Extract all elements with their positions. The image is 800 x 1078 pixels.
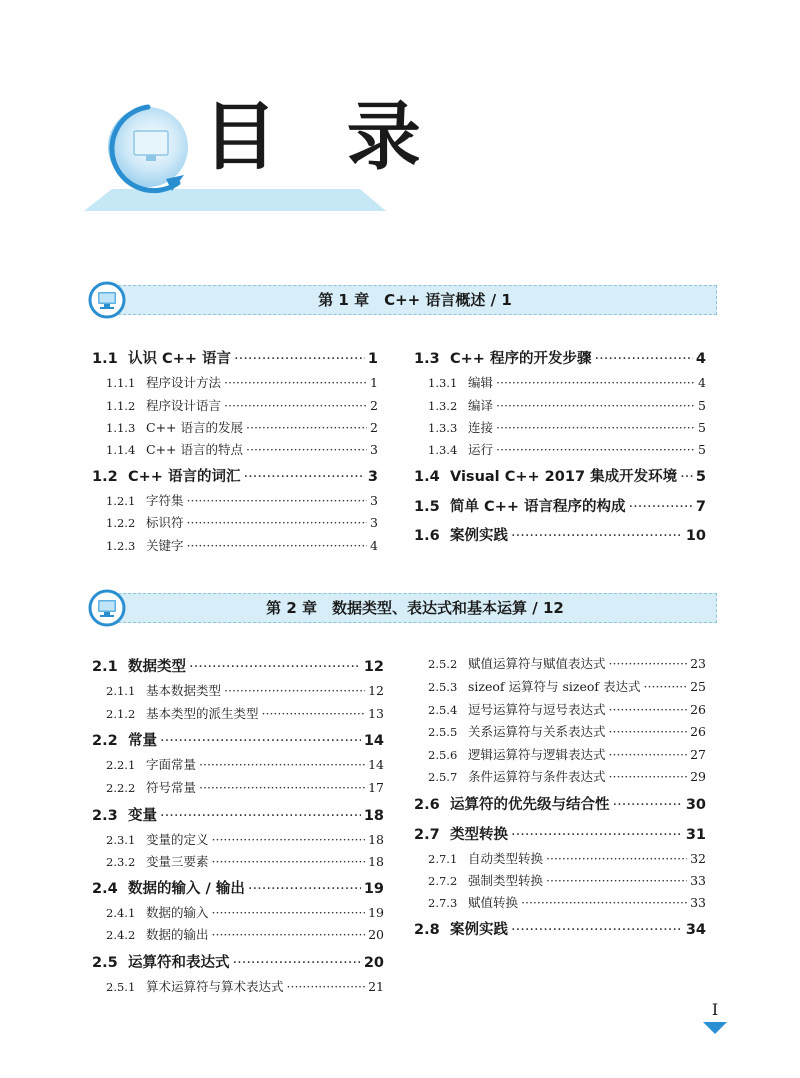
toc-subsection[interactable]: 2.1.2 基本类型的派生类型 ····· 13 bbox=[92, 704, 384, 722]
toc-subsection[interactable]: 1.3.4 运行 ····· 5 bbox=[414, 440, 706, 458]
toc-section[interactable]: 2.1 数据类型 ····· 12 bbox=[92, 655, 384, 676]
toc-subsection[interactable]: 2.5.2 赋值运算符与赋值表达式 ····· 23 bbox=[414, 654, 706, 672]
toc-section[interactable]: 2.5 运算符和表达式 ····· 20 bbox=[92, 951, 384, 972]
toc-subsection[interactable]: 2.7.3 赋值转换 ····· 33 bbox=[414, 893, 706, 911]
page-number: I bbox=[711, 1000, 719, 1019]
toc-section[interactable]: 1.1 认识 C++ 语言 ····· 1 bbox=[92, 347, 378, 368]
toc-subsection[interactable]: 2.2.2 符号常量 ····· 17 bbox=[92, 778, 384, 796]
toc-column-ch1-right bbox=[414, 340, 706, 560]
toc-subsection[interactable]: 2.2.1 字面常量 ····· 14 bbox=[92, 755, 384, 773]
toc-subsection[interactable]: 1.1.2 程序设计语言 ····· 2 bbox=[92, 396, 378, 414]
toc-subsection[interactable]: 1.2.1 字符集 ····· 3 bbox=[92, 491, 378, 509]
toc-section[interactable]: 1.6 案例实践 ····· 10 bbox=[414, 524, 706, 545]
toc-subsection[interactable]: 1.3.2 编译 ····· 5 bbox=[414, 396, 706, 414]
toc-subsection[interactable]: 2.7.2 强制类型转换 ····· 33 bbox=[414, 871, 706, 889]
toc-subsection[interactable]: 1.1.3 C++ 语言的发展 ····· 2 bbox=[92, 418, 378, 436]
toc-section[interactable]: 1.2 C++ 语言的词汇 ····· 3 bbox=[92, 465, 378, 486]
toc-subsection[interactable]: 2.5.5 关系运算符与关系表达式 ····· 26 bbox=[414, 722, 706, 740]
chapter-header-1 bbox=[88, 281, 720, 319]
toc-subsection[interactable]: 2.5.1 算术运算符与算术表达式 ····· 21 bbox=[92, 977, 384, 995]
toc-section[interactable]: 1.4 Visual C++ 2017 集成开发环境 ····· 5 bbox=[414, 465, 706, 486]
toc-subsection[interactable]: 2.5.6 逻辑运算符与逻辑表达式 ····· 27 bbox=[414, 745, 706, 763]
chapter-header-2 bbox=[88, 589, 720, 627]
toc-subsection[interactable]: 1.3.1 编辑 ····· 4 bbox=[414, 373, 706, 391]
toc-subsection[interactable]: 2.7.1 自动类型转换 ····· 32 bbox=[414, 849, 706, 867]
toc-section[interactable]: 1.3 C++ 程序的开发步骤 ····· 4 bbox=[414, 347, 706, 368]
title-area bbox=[0, 0, 800, 230]
toc-subsection[interactable]: 2.5.4 逗号运算符与逗号表达式 ····· 26 bbox=[414, 700, 706, 718]
toc-section[interactable]: 2.7 类型转换 ····· 31 bbox=[414, 823, 706, 844]
down-arrow-icon bbox=[703, 1022, 727, 1034]
toc-subsection[interactable]: 2.5.3 sizeof 运算符与 sizeof 表达式 ····· 25 bbox=[414, 677, 706, 695]
toc-column-ch1-left bbox=[92, 340, 378, 560]
toc-subsection[interactable]: 2.5.7 条件运算符与条件表达式 ····· 29 bbox=[414, 767, 706, 785]
toc-subsection[interactable]: 1.3.3 连接 ····· 5 bbox=[414, 418, 706, 436]
toc-section[interactable]: 2.8 案例实践 ····· 34 bbox=[414, 918, 706, 939]
toc-subsection[interactable]: 1.2.3 关键字 ····· 4 bbox=[92, 536, 378, 554]
toc-subsection[interactable]: 1.1.1 程序设计方法 ····· 1 bbox=[92, 373, 378, 391]
title-band-right bbox=[360, 189, 386, 211]
toc-subsection[interactable]: 2.4.1 数据的输入 ····· 19 bbox=[92, 903, 384, 921]
page-title: 目 录 bbox=[203, 94, 443, 180]
chapter-title: 第 2 章 数据类型、表达式和基本运算 / 12 bbox=[266, 599, 564, 617]
circular-arrow-icon bbox=[86, 95, 196, 210]
toc-section[interactable]: 1.5 简单 C++ 语言程序的构成 ····· 7 bbox=[414, 495, 706, 516]
toc-section[interactable]: 2.2 常量 ····· 14 bbox=[92, 729, 384, 750]
toc-subsection[interactable]: 2.4.2 数据的输出 ····· 20 bbox=[92, 925, 384, 943]
chapter-title: 第 1 章 C++ 语言概述 / 1 bbox=[318, 291, 512, 309]
toc-section[interactable]: 2.4 数据的输入 / 输出 ····· 19 bbox=[92, 877, 384, 898]
toc-section[interactable]: 2.3 变量 ····· 18 bbox=[92, 804, 384, 825]
toc-column-ch2-right bbox=[414, 650, 706, 995]
toc-section[interactable]: 2.6 运算符的优先级与结合性 ····· 30 bbox=[414, 793, 706, 814]
toc-column-ch2-left bbox=[92, 650, 384, 995]
toc-subsection[interactable]: 2.3.2 变量三要素 ····· 18 bbox=[92, 852, 384, 870]
toc-subsection[interactable]: 2.1.1 基本数据类型 ····· 12 bbox=[92, 681, 384, 699]
toc-subsection[interactable]: 2.3.1 变量的定义 ····· 18 bbox=[92, 830, 384, 848]
toc-subsection[interactable]: 1.1.4 C++ 语言的特点 ····· 3 bbox=[92, 440, 378, 458]
toc-subsection[interactable]: 1.2.2 标识符 ····· 3 bbox=[92, 513, 378, 531]
